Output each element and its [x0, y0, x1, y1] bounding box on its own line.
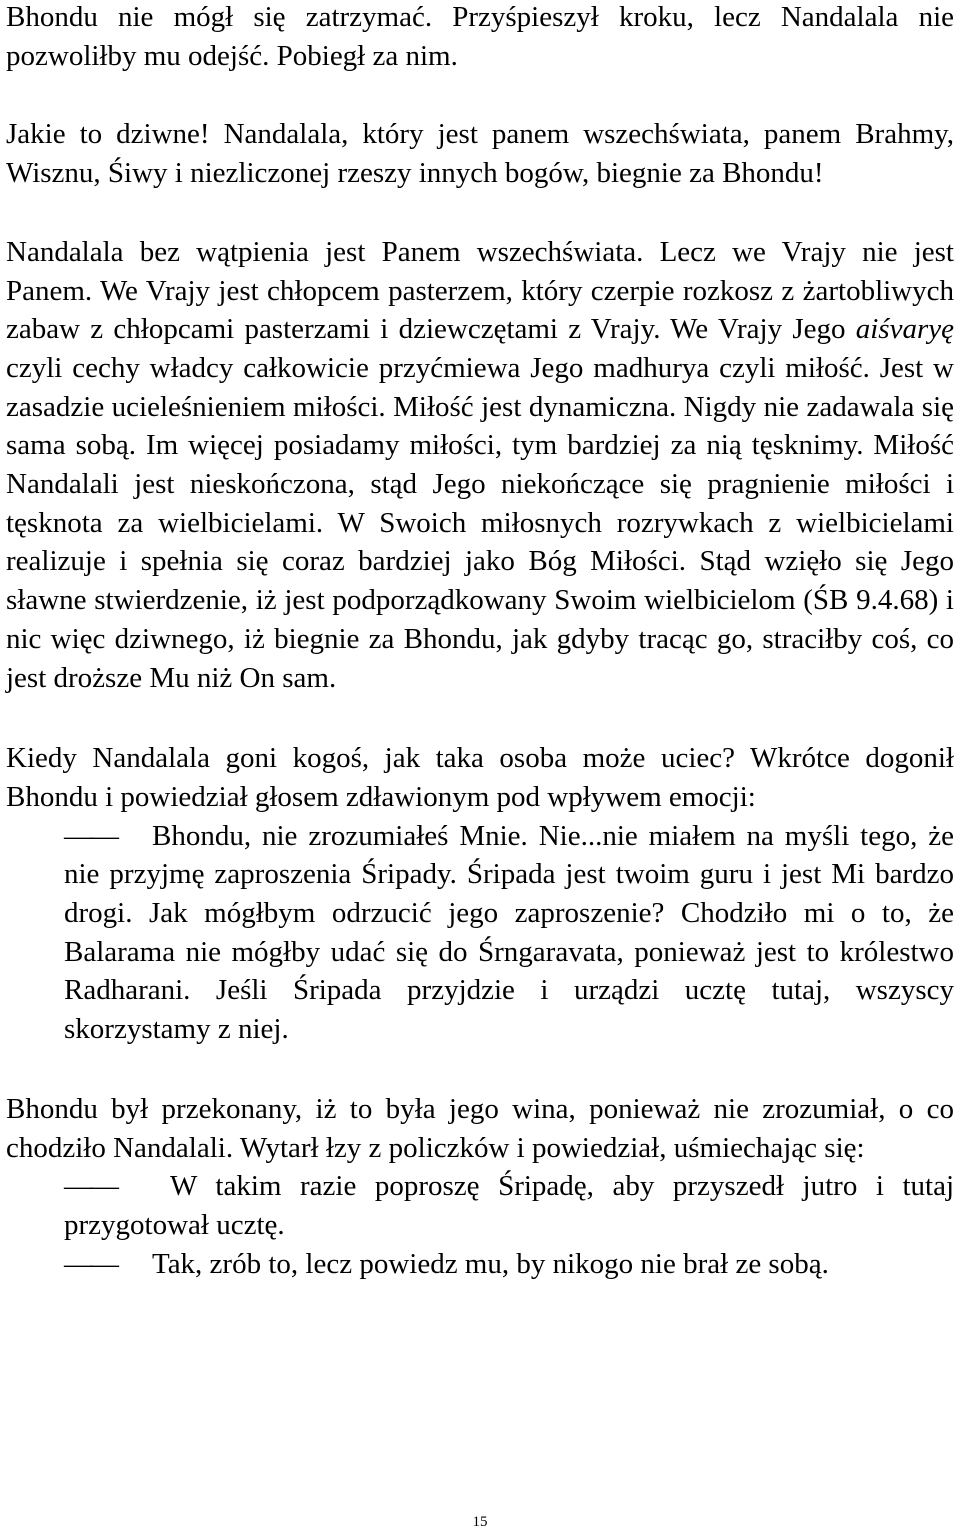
document-page: [6, 0, 954, 1283]
paragraph-2: Jakie to dziwne! Nandalala, który jest panem wszechświata, panem Brahmy, Wisznu, Śiwy i niezliczonej rzeszy innych bogów, biegnie za Bhondu!: [6, 118, 954, 190]
dialogue-1: [6, 817, 954, 1049]
dialogue-3-dash: ——: [64, 1247, 116, 1280]
paragraph-3-part-1: Nandalala bez wątpienia jest Panem wszechświata. Lecz we Vrajy nie jest Panem. We Vrajy jest chłopcem pasterzem, który czerpie rozkosz z żartobliwych zabaw z chłopcami pasterzami i dziewczętami z Vrajy. We Vrajy Jego: [6, 235, 954, 346]
paragraph-3-part-2: czyli cechy władcy całkowicie przyćmiewa Jego madhurya czyli miłość. Jest w zasadzie ucieleśnieniem miłości. Miłość jest dynamiczna. Nigdy nie zadawala się sama sobą. Im więcej posiadamy miłości, tym bardziej za nią tęsknimy. Miłość Nandalali jest nieskończona, stąd Jego niekończące się pragnienie miłości i tęsknota za wielbicielami. W Swoich miłosnych rozrywkach z wielbicielami realizuje i spełnia się coraz bardziej jako Bóg Miłości. Stąd wzięło się Jego sławne stwierdzenie, iż jest podporządkowany Swoim wielbicielom (ŚB 9.4.68) i nic więc dziwnego, iż biegnie za Bhondu, jak gdyby tracąc go, straciłby coś, co jest droższe Mu niż On sam.: [6, 351, 954, 694]
dialogue-2-text: W takim razie poproszę Śripadę, aby przyszedł jutro i tutaj przygotował ucztę.: [64, 1170, 954, 1241]
dialogue-3-text: Tak, zrób to, lecz powiedz mu, by nikogo nie brał ze sobą.: [152, 1247, 829, 1280]
dialogue-1-text: Bhondu, nie zrozumiałeś Mnie. Nie...nie miałem na myśli tego, że nie przyjmę zaproszenia Śripady. Śripada jest twoim guru i jest Mi bardzo drogi. Jak mógłbym odrzucić jego zaproszenie? Chodziło mi o to, że Balarama nie mógłby udać się do Śrngaravata, ponieważ jest to królestwo Radharani. Jeśli Śripada przyjdzie i urządzi ucztę tutaj, wszyscy skorzystamy z niej.: [64, 819, 954, 1046]
paragraph-3-italic-term: aiśvaryę: [855, 313, 954, 346]
dialogue-3: [6, 1245, 954, 1284]
dialogue-2-dash: ——: [64, 1170, 116, 1203]
page-number: 15: [472, 1514, 488, 1530]
paragraph-3: [6, 233, 954, 697]
dialogue-1-dash: ——: [64, 819, 116, 852]
paragraph-5: Bhondu był przekonany, iż to była jego wina, ponieważ nie zrozumiał, o co chodziło Nandalali. Wytarł łzy z policzków i powiedział, uśmiechając się:: [6, 1092, 954, 1164]
paragraph-1: Bhondu nie mógł się zatrzymać. Przyśpieszył kroku, lecz Nandalala nie pozwoliłby mu odejść. Pobiegł za nim.: [6, 1, 954, 72]
dialogue-2: [6, 1167, 954, 1244]
paragraph-4: Kiedy Nandalala goni kogoś, jak taka osoba może uciec? Wkrótce dogonił Bhondu i powiedział głosem zdławionym pod wpływem emocji:: [6, 742, 954, 813]
